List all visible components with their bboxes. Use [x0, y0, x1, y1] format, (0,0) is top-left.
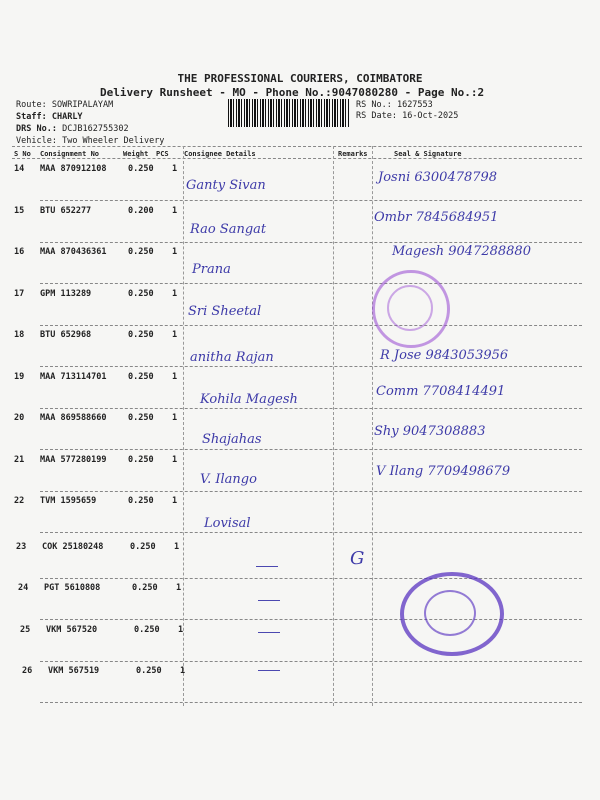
row-weight: 0.200	[128, 205, 154, 216]
col-seal: Seal & Signature	[394, 150, 462, 158]
recipient-name-16: Prana	[192, 262, 231, 277]
row-weight: 0.250	[128, 371, 154, 382]
row-consignment: TVM 1595659	[40, 496, 97, 506]
col-pcs: PCS	[156, 150, 169, 158]
row-sno: 22	[14, 496, 25, 506]
row-divider	[40, 242, 582, 243]
row-weight: 0.250	[134, 624, 160, 635]
row-pcs: 1	[172, 371, 178, 382]
row-divider	[40, 702, 582, 703]
barcode	[228, 99, 350, 127]
row-divider	[40, 325, 582, 326]
row-pcs: 1	[172, 205, 178, 216]
recipient-name-22: Lovisal	[204, 516, 251, 531]
row-consignment: PGT 5610808	[44, 583, 101, 593]
row-divider	[40, 661, 582, 662]
row-weight: 0.250	[128, 413, 154, 423]
recipient-name-17: Sri Sheetal	[188, 304, 262, 319]
seal-divider	[372, 146, 373, 706]
drs-line: DRS No.: DCJB162755302	[16, 124, 129, 134]
row-sno: 23	[16, 541, 27, 552]
row-weight: 0.250	[136, 666, 162, 676]
row-sno: 14	[14, 164, 25, 174]
company-round-seal	[372, 270, 450, 348]
row-weight: 0.250	[128, 454, 154, 465]
row-weight: 0.250	[128, 330, 154, 340]
document-title: THE PROFESSIONAL COURIERS, COIMBATORE	[177, 72, 423, 85]
dash-mark	[258, 600, 280, 601]
recipient-name-14: Ganty Sivan	[186, 178, 266, 193]
row-sno: 18	[14, 330, 25, 340]
row-consignment: MAA 713114701	[40, 371, 107, 382]
col-remarks: Remarks	[338, 150, 368, 158]
signature-16: Magesh 9047288880	[392, 244, 531, 259]
col-sno: S No	[14, 150, 31, 158]
recipient-name-19: Kohila Magesh	[200, 392, 298, 407]
row-pcs: 1	[174, 541, 180, 552]
recipient-name-21: V. Ilango	[200, 472, 257, 487]
row-sno: 16	[14, 247, 25, 257]
row-sno: 17	[14, 288, 25, 299]
row-divider	[40, 491, 582, 492]
signature-15: Ombr 7845684951	[374, 210, 499, 225]
consignee-divider	[183, 146, 184, 706]
recipient-name-15: Rao Sangat	[190, 222, 267, 237]
document-subtitle: Delivery Runsheet - MO - Phone No.:9047080280 - Page No.:2	[100, 86, 485, 99]
row-pcs: 1	[178, 624, 184, 635]
row-pcs: 1	[172, 247, 178, 257]
row-divider	[40, 408, 582, 409]
col-consignment: Consignment No	[40, 150, 100, 158]
row-weight: 0.250	[128, 496, 154, 506]
rs-no-line: RS No.: 1627553	[356, 100, 433, 110]
signature-20: Shy 9047308883	[374, 424, 486, 439]
col-weight: Weight	[123, 150, 149, 158]
header-bottom-rule	[12, 158, 582, 159]
col-consignee: Consignee Details	[184, 150, 256, 158]
row-consignment: MAA 577280199	[40, 454, 107, 465]
row-pcs: 1	[172, 288, 178, 299]
row-divider	[40, 283, 582, 284]
route-line: Route: SOWRIPALAYAM	[16, 100, 114, 110]
row-pcs: 1	[172, 454, 178, 465]
row-consignment: MAA 869588660	[40, 413, 107, 423]
row-pcs: 1	[172, 330, 178, 340]
dash-mark	[258, 632, 280, 633]
row-weight: 0.250	[128, 288, 154, 299]
remarks-divider	[333, 146, 334, 706]
row-sno: 24	[18, 583, 29, 593]
row-pcs: 1	[172, 413, 178, 423]
row-consignment: BTU 652968	[40, 330, 92, 340]
recipient-name-20: Shajahas	[202, 432, 262, 447]
row-sno: 20	[14, 413, 25, 423]
row-sno: 25	[20, 624, 31, 635]
recipient-name-18: anitha Rajan	[190, 350, 274, 365]
row-weight: 0.250	[128, 247, 154, 257]
row-divider	[40, 449, 582, 450]
row-consignment: MAA 870912108	[40, 164, 107, 174]
rs-date-line: RS Date: 16-Oct-2025	[356, 111, 459, 121]
row-consignment: COK 25180248	[42, 541, 104, 552]
row-divider	[40, 366, 582, 367]
row-pcs: 1	[180, 666, 186, 676]
staff-line: Staff: CHARLY	[16, 112, 83, 122]
row-sno: 15	[14, 205, 25, 216]
row-consignment: MAA 870436361	[40, 247, 107, 257]
row-sno: 21	[14, 454, 25, 465]
row-sno: 19	[14, 371, 25, 382]
row-pcs: 1	[176, 583, 182, 593]
vehicle-line: Vehicle: Two Wheeler Delivery	[16, 136, 165, 146]
signature-19: Comm 7708414491	[376, 384, 506, 399]
row-weight: 0.250	[130, 541, 156, 552]
row-sno: 26	[22, 666, 33, 676]
row-divider	[40, 200, 582, 201]
row-consignment: BTU 652277	[40, 205, 92, 216]
header-top-rule	[12, 146, 582, 147]
signature-14: Josni 6300478798	[378, 170, 498, 185]
row-consignment: GPM 113289	[40, 288, 92, 299]
signature-18: R Jose 9843053956	[380, 348, 509, 363]
dash-mark	[258, 670, 280, 671]
row-consignment: VKM 567520	[46, 624, 98, 635]
receiver-company-seal	[400, 572, 504, 656]
row-consignment: VKM 567519	[48, 666, 100, 676]
row-weight: 0.250	[132, 583, 158, 593]
row-divider	[40, 578, 582, 579]
row-divider	[40, 532, 582, 533]
row-weight: 0.250	[128, 164, 154, 174]
row-pcs: 1	[172, 496, 178, 506]
dash-mark	[256, 566, 278, 567]
row-pcs: 1	[172, 164, 178, 174]
signature-21: V Ilang 7709498679	[376, 464, 511, 479]
signature-23: G	[350, 548, 365, 569]
